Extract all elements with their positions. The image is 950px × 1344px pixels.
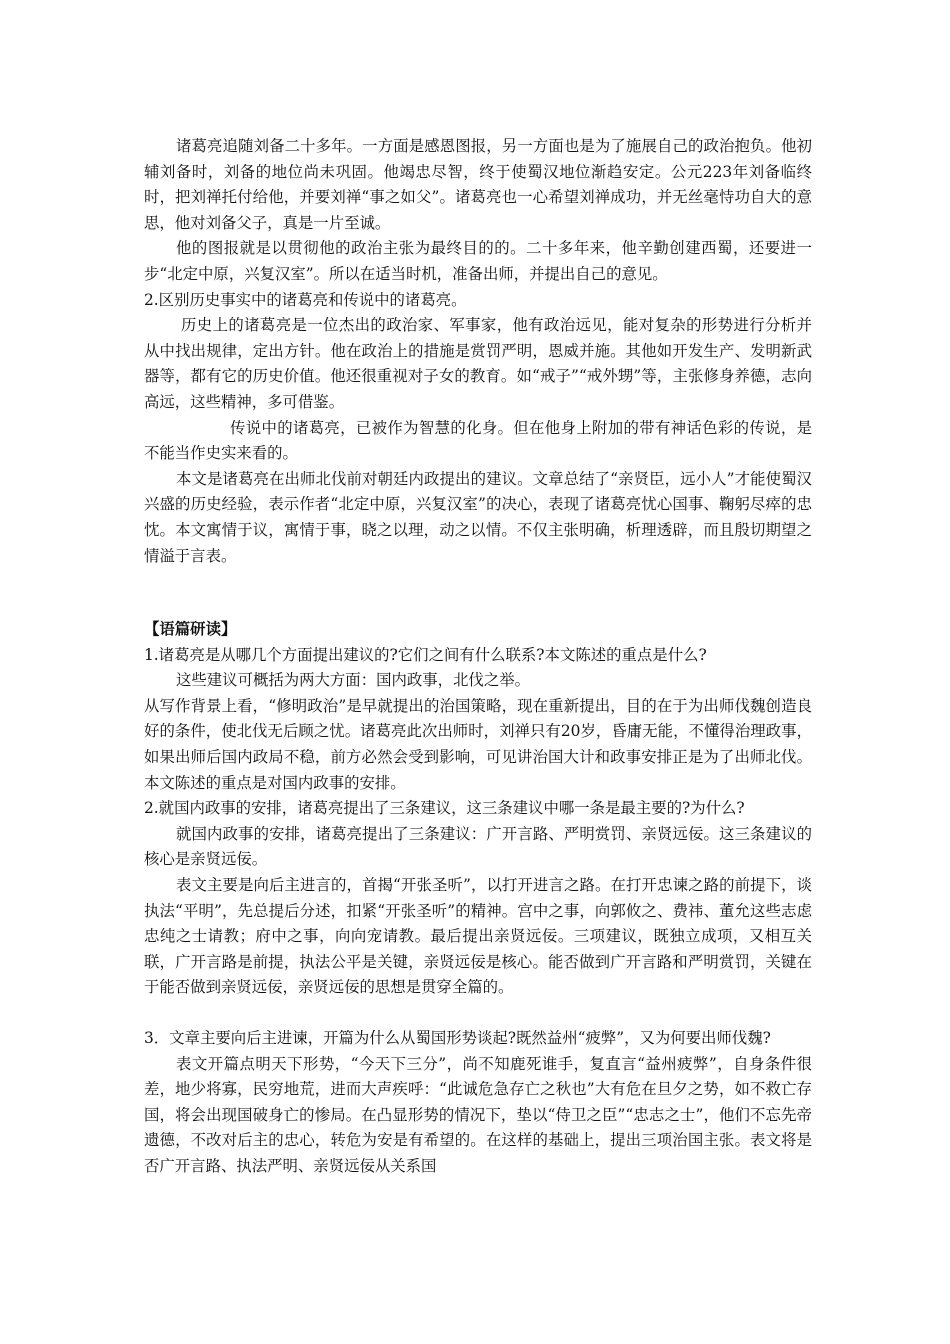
answer-paragraph: 表文主要是向后主进言的，首揭“开张圣听”，以打开进言之路。在打开忠谏之路的前提下，谈执法“平明”，先总提后分述，扣紧“开张圣听”的精神。宫中之事，向郭攸之、费祎、董允这些志虑忠纯之士请教；府中之事，向向宠请教。最后提出亲贤远佞。三项建议，既独立成项，又相互关联，广开言路是前提，执法公平是关键，亲贤远佞是核心。能否做到广开言路和严明赏罚，关键在于能否做到亲贤远佞，亲贤远佞的思想是贯穿全篇的。 bbox=[144, 876, 812, 997]
spacer bbox=[144, 1001, 812, 1026]
question-1: 1.诸葛亮是从哪几个方面提出建议的?它们之间有什么联系?本文陈述的重点是什么? bbox=[144, 645, 707, 664]
paragraph: 本文是诸葛亮在出师北伐前对朝廷内政提出的建议。文章总结了“亲贤臣，远小人”才能使蜀汉兴盛的历史经验，表示作者“北定中原，兴复汉室”的决心，表现了诸葛亮忧心国事、鞠躬尽瘁的忠忱。本文寓情于议，寓情于事，晓之以理，动之以情。不仅主张明确，析理透辟，而且殷切期望之情溢于言表。 bbox=[144, 469, 812, 565]
section-heading: 【语篇研读】 bbox=[144, 620, 237, 639]
spacer bbox=[144, 569, 812, 617]
answer-paragraph: 就国内政事的安排，诸葛亮提出了三条建议：广开言路、严明赏罚、亲贤远佞。这三条建议的核心是亲贤远佞。 bbox=[144, 824, 812, 869]
document-page bbox=[144, 134, 812, 1180]
paragraph: 历史上的诸葛亮是一位杰出的政治家、军事家，他有政治远见，能对复杂的形势进行分析并从中找出规律，定出方针。他在政治上的措施是赏罚严明，恩威并施。其他如开发生产、发明新武器等，都有它的历史价值。他还很重视对子女的教育。如“戒子”“戒外甥”等，主张修身养德，志向高远，这些精神，多可借鉴。 bbox=[144, 316, 812, 411]
answer-paragraph: 这些建议可概括为两大方面：国内政事，北伐之举。 bbox=[176, 671, 530, 690]
answer-paragraph: 表文开篇点明天下形势，“今天下三分”，尚不知鹿死谁手，复直言“益州疲弊”，自身条件很差，地少将寡，民穷地荒，进而大声疾呼：“此诚危急存亡之秋也”大有危在旦夕之势，如不救亡存国，将会出现国破身亡的惨局。在凸显形势的情况下，垫以“侍卫之臣”“忠志之士”，他们不忘先帝遗德，不改对后主的忠心，转危为安是有希望的。在这样的基础上，提出三项治国主张。表文将是否广开言路、执法严明、亲贤远佞从关系国 bbox=[144, 1054, 812, 1175]
paragraph: 传说中的诸葛亮，已被作为智慧的化身。但在他身上附加的带有神话色彩的传说，是不能当作史实来看的。 bbox=[144, 418, 812, 463]
answer-paragraph: 从写作背景上看，“修明政治”是早就提出的治国策略，现在重新提出，目的在于为出师伐魏创造良好的条件，使北伐无后顾之忧。诸葛亮此次出师时，刘禅只有20岁，昏庸无能，不懂得治理政事，如果出师后国内政局不稳，前方必然会受到影响，可见讲治国大计和政事安排正是为了出师北伐。本文陈述的重点是对国内政事的安排。 bbox=[144, 696, 812, 792]
paragraph: 诸葛亮追随刘备二十多年。一方面是感恩图报，另一方面也是为了施展自己的政治抱负。他初辅刘备时，刘备的地位尚未巩固。他竭忠尽智，终于使蜀汉地位渐趋安定。公元223年刘备临终时，把刘禅托付给他，并要刘禅“事之如父”。诸葛亮也一心希望刘禅成功，并无丝毫恃功自大的意思，他对刘备父子，真是一片至诚。 bbox=[144, 137, 812, 232]
question-heading: 2.区别历史事实中的诸葛亮和传说中的诸葛亮。 bbox=[144, 290, 467, 309]
paragraph: 他的图报就是以贯彻他的政治主张为最终目的的。二十多年来，他辛勤创建西蜀，还要进一步“北定中原，兴复汉室”。所以在适当时机，准备出师，并提出自己的意见。 bbox=[144, 239, 812, 283]
question-2: 2.就国内政事的安排，诸葛亮提出了三条建议，这三条建议中哪一条是最主要的?为什么? bbox=[144, 799, 745, 818]
question-3: 3．文章主要向后主进谏，开篇为什么从蜀国形势谈起?既然益州“疲弊”，又为何要出师伐魏? bbox=[144, 1029, 771, 1047]
